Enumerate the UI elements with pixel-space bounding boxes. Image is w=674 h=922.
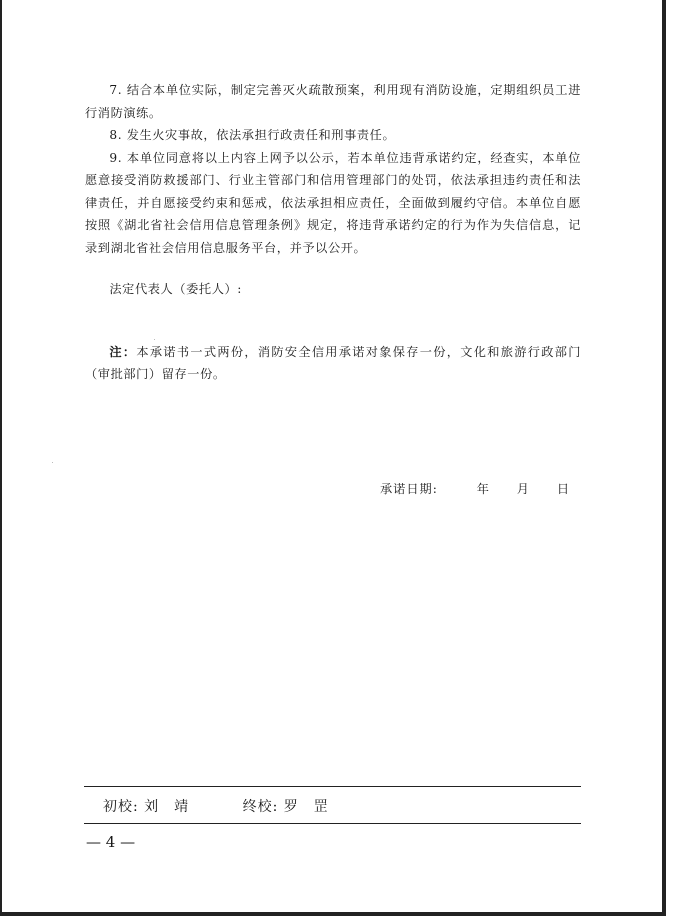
date-year: 年 (476, 482, 490, 496)
date-day: 日 (556, 482, 571, 496)
page-number: — 4 — (86, 833, 136, 851)
scan-speck (52, 462, 53, 463)
paragraph-9: 9. 本单位同意将以上内容上网予以公示，若本单位违背承诺约定，经查实，本单位愿意接受消防救援部门、行业主管部门和信用管理部门的处罚，依法承担违约责任和法律责任，并自愿接受约束和惩戒，依法承担相应责任，全面做到履约守信。本单位自愿按照《湖北省社会信用信息管理条例》规定，将违背承诺约定的行为作为失信信息，记录到湖北省社会信用信息服务平台，并予以公开。 (85, 150, 581, 255)
scan-speck (154, 339, 155, 340)
proofreader-line (103, 796, 329, 816)
paragraph-8: 8. 发生火灾事故，依法承担行政责任和刑事责任。 (109, 128, 396, 142)
footer-rule-top (84, 786, 581, 787)
signature-label: 法定代表人（委托人）: (109, 282, 242, 296)
date-month: 月 (516, 482, 530, 496)
document-body (85, 79, 581, 386)
note-label: 注： (109, 344, 137, 359)
commitment-date (380, 480, 570, 497)
first-proofreader: 初校: 刘 靖 (103, 799, 190, 815)
note-text: 本承诺书一式两份，消防安全信用承诺对象保存一份，文化和旅游行政部门（审批部门）留存一份。 (85, 344, 581, 381)
paragraph-7: 7. 结合本单位实际，制定完善灭火疏散预案，利用现有消防设施，定期组织员工进行消防演练。 (85, 83, 581, 120)
final-proofreader: 终校: 罗 罡 (242, 799, 329, 815)
date-label: 承诺日期: (380, 482, 438, 496)
note-paragraph (85, 341, 581, 386)
footer-rule-bottom (84, 823, 581, 824)
